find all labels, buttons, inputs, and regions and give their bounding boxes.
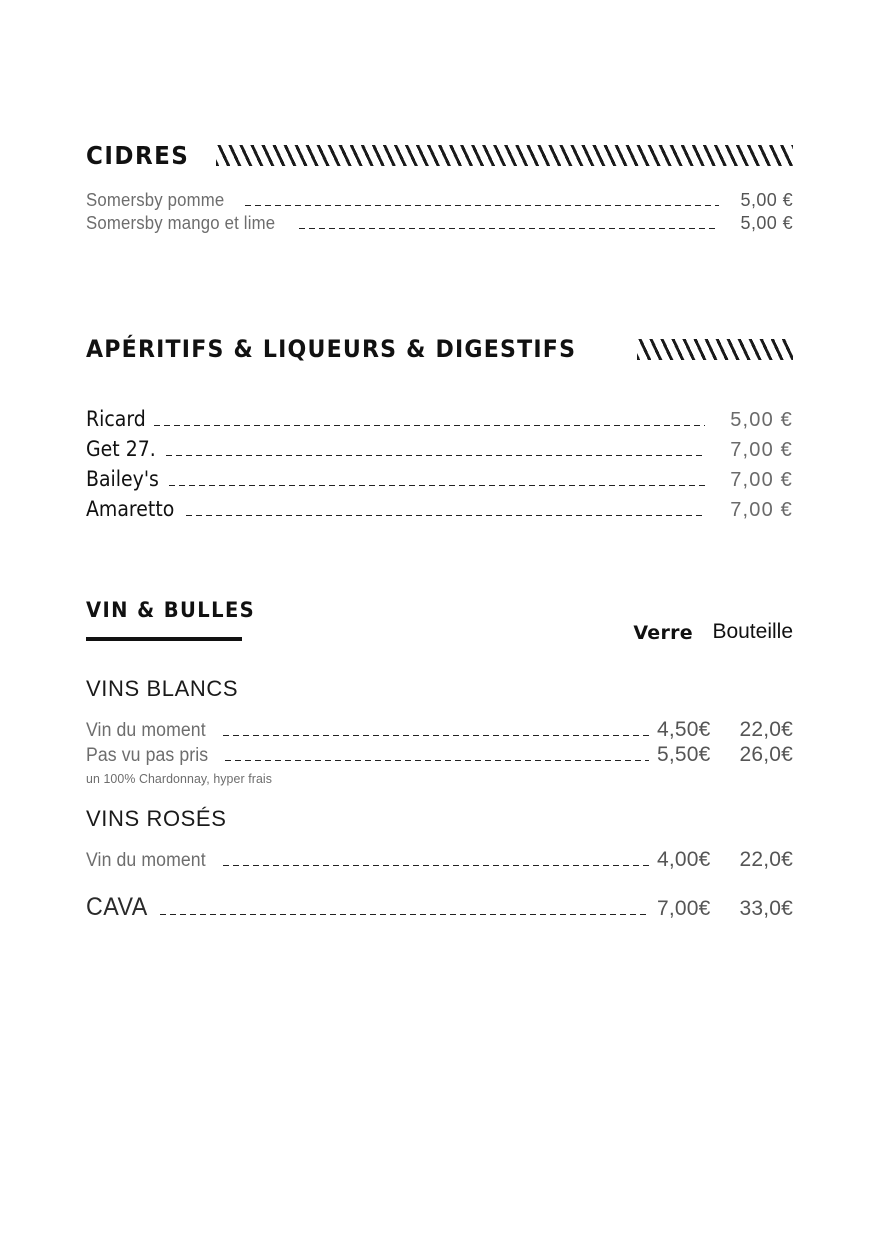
menu-item-row [86,743,793,767]
menu-item-row [86,437,793,462]
aperitifs-list [86,407,793,522]
menu-item-row [86,848,793,872]
menu-item-row [86,497,793,522]
menu-item-row [86,190,793,211]
leader-dots [223,735,649,736]
menu-item-name: Amaretto [86,497,175,521]
leader-dots [160,914,649,915]
menu-item-name: Vin du moment [86,850,206,871]
menu-item-row [86,718,793,742]
vins-roses-list [86,848,793,872]
menu-item-glass-price: 5,50€ [657,743,711,766]
spacer [86,873,793,893]
menu-item-row [86,893,793,922]
menu-item-glass-price: 7,00€ [657,897,711,920]
hatch-rule-decoration [637,339,793,360]
menu-item-bottle-price: 26,0€ [739,743,793,766]
cidres-heading-row [86,143,793,168]
underline-rule-decoration [86,637,242,641]
column-header-bottle: Bouteille [712,620,793,643]
menu-item-name: Somersby pomme [86,190,225,210]
menu-item-bottle-price: 33,0€ [739,897,793,920]
cidres-section [86,143,793,236]
menu-item-name: Get 27. [86,437,156,461]
sparkling-list [86,893,793,922]
menu-item-row [86,213,793,234]
leader-dots [225,760,649,761]
leader-dots [154,425,705,426]
wine-heading-row [86,598,793,656]
menu-item-name: CAVA [86,893,148,921]
menu-item-price: 5,00 € [740,213,793,233]
menu-item-price: 5,00 € [740,190,793,210]
leader-dots [166,455,706,456]
subheading-vins-roses: VINS ROSÉS [86,806,227,831]
menu-item-bottle-price: 22,0€ [739,718,793,741]
menu-item-description: un 100% Chardonnay, hyper frais [86,771,273,786]
aperitifs-heading-row [86,337,793,361]
cidres-list [86,190,793,234]
cidres-heading: CIDRES [86,141,190,170]
aperitifs-section [86,337,793,527]
menu-item-name: Pas vu pas pris [86,745,209,766]
menu-item-price: 7,00 € [730,499,793,521]
menu-item-row [86,467,793,492]
menu-item-name: Bailey's [86,467,159,491]
menu-item-glass-price: 4,00€ [657,848,711,871]
column-header-glass: Verre [633,622,693,644]
leader-dots [223,865,649,866]
vins-blancs-list [86,718,793,786]
menu-item-name: Somersby mango et lime [86,213,276,233]
menu-item-price: 7,00 € [730,469,793,491]
menu-item-name: Ricard [86,407,146,431]
aperitifs-heading: APÉRITIFS & LIQUEURS & DIGESTIFS [86,335,577,363]
menu-item-row [86,407,793,432]
wine-heading: VIN & BULLES [86,598,256,622]
menu-item-bottle-price: 22,0€ [739,848,793,871]
menu-item-name: Vin du moment [86,720,206,741]
leader-dots [169,485,705,486]
leader-dots [245,205,719,206]
menu-item-price: 5,00 € [730,409,793,431]
wine-section [86,598,793,923]
menu-item-glass-price: 4,50€ [657,718,711,741]
leader-dots [299,228,719,229]
hatch-rule-decoration [216,145,793,166]
leader-dots [186,515,705,516]
subheading-vins-blancs: VINS BLANCS [86,676,239,701]
menu-item-price: 7,00 € [730,439,793,461]
